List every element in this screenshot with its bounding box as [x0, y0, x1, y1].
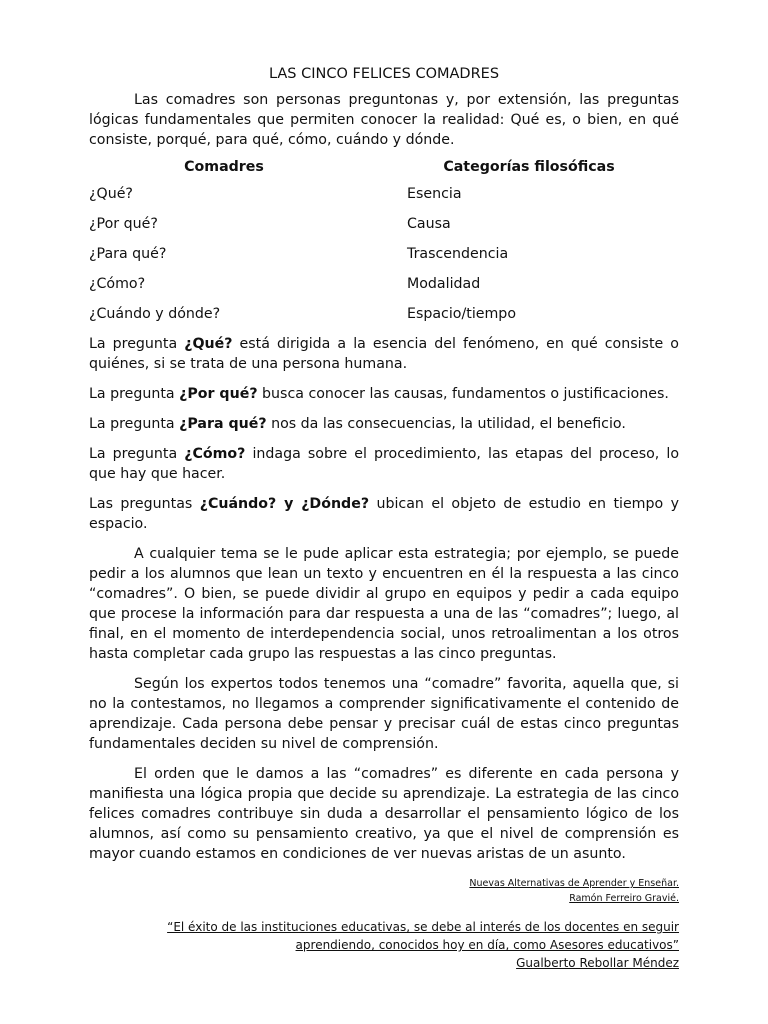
- quote-line-2: aprendiendo, conocidos hoy en día, como Asesores educativos”: [295, 938, 679, 952]
- category-cell: Espacio/tiempo: [407, 306, 516, 322]
- reference-book: Nuevas Alternativas de Aprender y Enseñar.: [469, 878, 679, 889]
- table-row: [89, 304, 679, 324]
- explanation-por-que: La pregunta ¿Por qué? busca conocer las causas, fundamentos o justificaciones.: [89, 386, 669, 402]
- body-paragraph: A cualquier tema se le pude aplicar esta estrategia; por ejemplo, se puede pedir a los alumnos que lean un texto y encuentren en él la respuesta a las cinco “comadres”. O bien, se puede dividir al grupo en equipos y pedir a cada equipo que procese la información para dar respuesta a una de las “comadres”; luego, al final, en el momento de interdependencia social, unos retroalimentan a los otros hasta completar cada grupo las respuestas a las cinco preguntas.: [89, 546, 679, 662]
- table-row: [89, 244, 679, 264]
- table-row: [89, 214, 679, 234]
- question-cell: ¿Qué?: [89, 186, 133, 202]
- body-paragraph: Según los expertos todos tenemos una “comadre” favorita, aquella que, si no la contestamos, no llegamos a comprender significativamente el contenido de aprendizaje. Cada persona debe pensar y precisar cuál de estas cinco preguntas fundamentales deciden su nivel de comprensión.: [89, 676, 679, 752]
- body-paragraph: El orden que le damos a las “comadres” es diferente en cada persona y manifiesta una lógica propia que decide su aprendizaje. La estrategia de las cinco felices comadres contribuye sin duda a desarrollar el pensamiento lógico de los alumnos, así como su pensamiento creativo, ya que el nivel de comprensión es mayor cuando estamos en condiciones de ver nuevas aristas de un asunto.: [89, 766, 679, 862]
- explanation-que: La pregunta ¿Qué? está dirigida a la esencia del fenómeno, en qué consiste o quiénes, si se trata de una persona humana.: [89, 336, 679, 372]
- table-row: [89, 184, 679, 204]
- header-categorias: Categorías filosóficas: [443, 159, 615, 175]
- reference-block: [89, 876, 679, 906]
- question-cell: ¿Cómo?: [89, 276, 146, 292]
- category-cell: Modalidad: [407, 276, 481, 292]
- question-cell: ¿Cuándo y dónde?: [89, 306, 221, 322]
- category-cell: Esencia: [407, 186, 462, 202]
- table-header: [89, 159, 679, 175]
- question-cell: ¿Para qué?: [89, 246, 167, 262]
- quote-author: Gualberto Rebollar Méndez: [516, 956, 679, 970]
- quote-block: [89, 918, 679, 972]
- explanation-para-que: La pregunta ¿Para qué? nos da las consecuencias, la utilidad, el beneficio.: [89, 416, 626, 432]
- question-cell: ¿Por qué?: [89, 216, 158, 232]
- table-row: [89, 274, 679, 294]
- reference-author: Ramón Ferreiro Gravié.: [569, 893, 679, 904]
- explanation-como: La pregunta ¿Cómo? indaga sobre el procedimiento, las etapas del proceso, lo que hay que hacer.: [89, 446, 680, 482]
- document-page: [89, 58, 679, 972]
- category-cell: Trascendencia: [407, 246, 509, 262]
- header-comadres: Comadres: [184, 159, 264, 175]
- category-cell: Causa: [407, 216, 451, 232]
- document-title: LAS CINCO FELICES COMADRES: [268, 66, 500, 82]
- quote-line-1: “El éxito de las instituciones educativas, se debe al interés de los docentes en seguir: [167, 920, 679, 934]
- explanation-cuando-donde: Las preguntas ¿Cuándo? y ¿Dónde? ubican el objeto de estudio en tiempo y espacio.: [89, 496, 679, 532]
- intro-paragraph: Las comadres son personas preguntonas y, por extensión, las preguntas lógicas fundamentales que permiten conocer la realidad: Qué es, o bien, en qué consiste, porqué, para qué, cómo, cuándo y dónde.: [89, 92, 679, 148]
